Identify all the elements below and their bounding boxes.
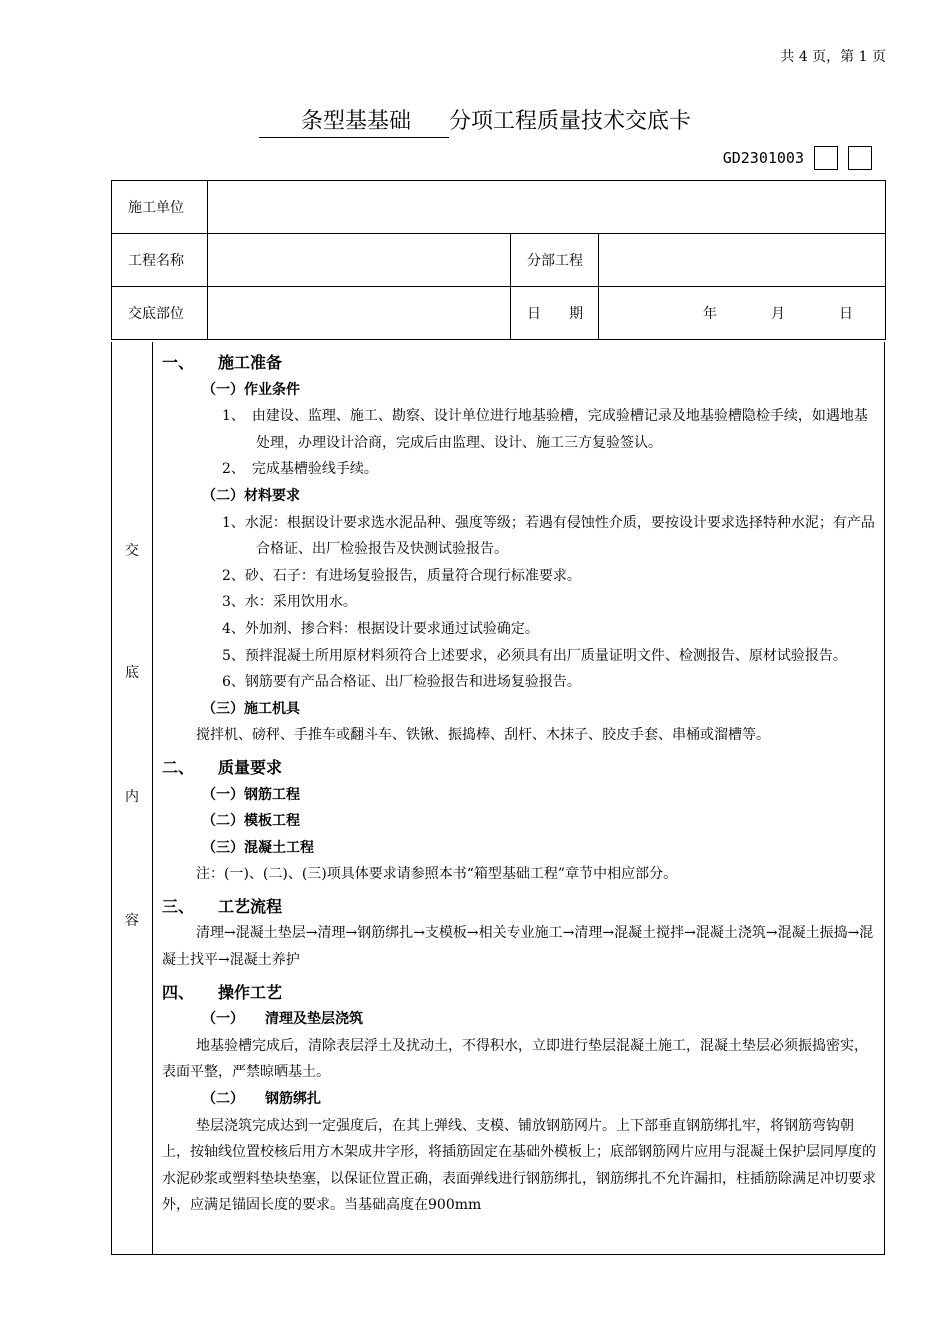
subsection-heading: （三）混凝土工程: [202, 839, 314, 856]
paragraph: 搅拌机、磅秤、手推车或翻斗车、铁锹、振捣棒、刮杆、木抹子、胶皮手套、串桶或溜槽等。: [196, 727, 770, 744]
content-box: [111, 342, 885, 1255]
content-body: [162, 350, 878, 1219]
title-project-type: 条型基基础: [259, 104, 449, 138]
subsection-heading: （二） 钢筋绑扎: [202, 1091, 321, 1108]
subsection-heading: （一）作业条件: [202, 381, 300, 398]
project-label: 工程名称: [112, 234, 208, 287]
side-char-3: 内: [125, 789, 139, 805]
list-item: 1、水泥：根据设计要求选水泥品种、强度等级；若遇有侵蚀性介质，要按设计要求选择特种水泥；有产品合格证、出厂检验报告及快测试验报告。: [222, 514, 875, 558]
list-item: 2、砂、石子：有进场复验报告，质量符合现行标准要求。: [222, 567, 581, 584]
section-heading: 三、 工艺流程: [162, 896, 283, 916]
section-heading: 二、 质量要求: [162, 757, 283, 777]
subsection-heading: （三）施工机具: [202, 700, 300, 717]
page-number: 共 4 页，第 1 页: [780, 49, 886, 65]
section-heading: 一、 施工准备: [162, 353, 283, 372]
subsection-heading: （二）材料要求: [202, 487, 300, 504]
document-code-row: [723, 146, 872, 170]
document-code: GD2301003: [722, 149, 804, 167]
section-heading: 四、 操作工艺: [162, 982, 283, 1002]
paragraph: 清理→混凝土垫层→清理→钢筋绑扎→支模板→相关专业施工→清理→混凝土搅拌→混凝土浇筑→混凝土振捣→混凝土找平→混凝土养护: [162, 925, 874, 969]
side-char-1: 交: [125, 543, 139, 559]
list-item: 1、 由建设、监理、施工、勘察、设计单位进行地基验槽，完成验槽记录及地基验槽隐检手续，如遇地基处理，办理设计洽商，完成后由监理、设计、施工三方复验签认。: [222, 408, 868, 451]
paragraph: 地基验槽完成后，清除表层浮土及扰动土，不得积水，立即进行垫层混凝土施工，混凝土垫层必须振捣密实，表面平整，严禁晾晒基土。: [162, 1037, 868, 1081]
subsection-heading: （一）钢筋工程: [202, 786, 300, 803]
side-label: [112, 342, 153, 1254]
date-year: 年: [703, 306, 717, 322]
sub-project-label: 分部工程: [511, 234, 599, 287]
checkbox-1[interactable]: [814, 146, 838, 170]
side-char-2: 底: [125, 665, 139, 681]
part-field[interactable]: [208, 287, 511, 340]
checkbox-2[interactable]: [848, 146, 872, 170]
subsection-heading: （二）模板工程: [202, 813, 300, 830]
note: 注：(一)、(二)、(三)项具体要求请参照本书“箱型基础工程”章节中相应部分。: [196, 866, 678, 883]
side-char-4: 容: [125, 913, 139, 929]
list-item: 5、预拌混凝土所用原材料须符合上述要求，必须具有出厂质量证明文件、检测报告、原材试验报告。: [222, 647, 847, 664]
date-field[interactable]: [599, 287, 886, 340]
subsection-heading: （一） 清理及垫层浇筑: [202, 1011, 363, 1028]
list-item: 6、钢筋要有产品合格证、出厂检验报告和进场复验报告。: [222, 674, 581, 691]
paragraph: 垫层浇筑完成达到一定强度后，在其上弹线、支模、铺放钢筋网片。上下部垂直钢筋绑扎牢，将钢筋弯钩朝上，按轴线位置校核后用方木架成井字形，将插筋固定在基础外模板上；底部钢筋网片应用与混凝土保护层同厚度的水泥砂浆或塑料垫块垫塞，以保证位置正确，表面弹线进行钢筋绑扎，钢筋绑扎不允许漏扣，柱插筋除满足冲切要求外，应满足锚固长度的要求。当基础高度在900mm: [162, 1117, 876, 1214]
list-item: 3、水：采用饮用水。: [222, 594, 357, 611]
date-month: 月: [771, 306, 785, 322]
project-field[interactable]: [208, 234, 511, 287]
sub-project-field[interactable]: [599, 234, 886, 287]
date-label: 日 期: [511, 287, 599, 340]
part-label: 交底部位: [112, 287, 208, 340]
page-title: [0, 104, 950, 138]
unit-label: 施工单位: [112, 181, 208, 234]
unit-field[interactable]: [208, 181, 886, 234]
header-table: [111, 180, 886, 340]
list-item: 2、 完成基槽验线手续。: [222, 461, 378, 478]
list-item: 4、外加剂、掺合料：根据设计要求通过试验确定。: [222, 620, 539, 637]
title-text: 分项工程质量技术交底卡: [449, 109, 692, 134]
date-day: 日: [839, 306, 853, 322]
